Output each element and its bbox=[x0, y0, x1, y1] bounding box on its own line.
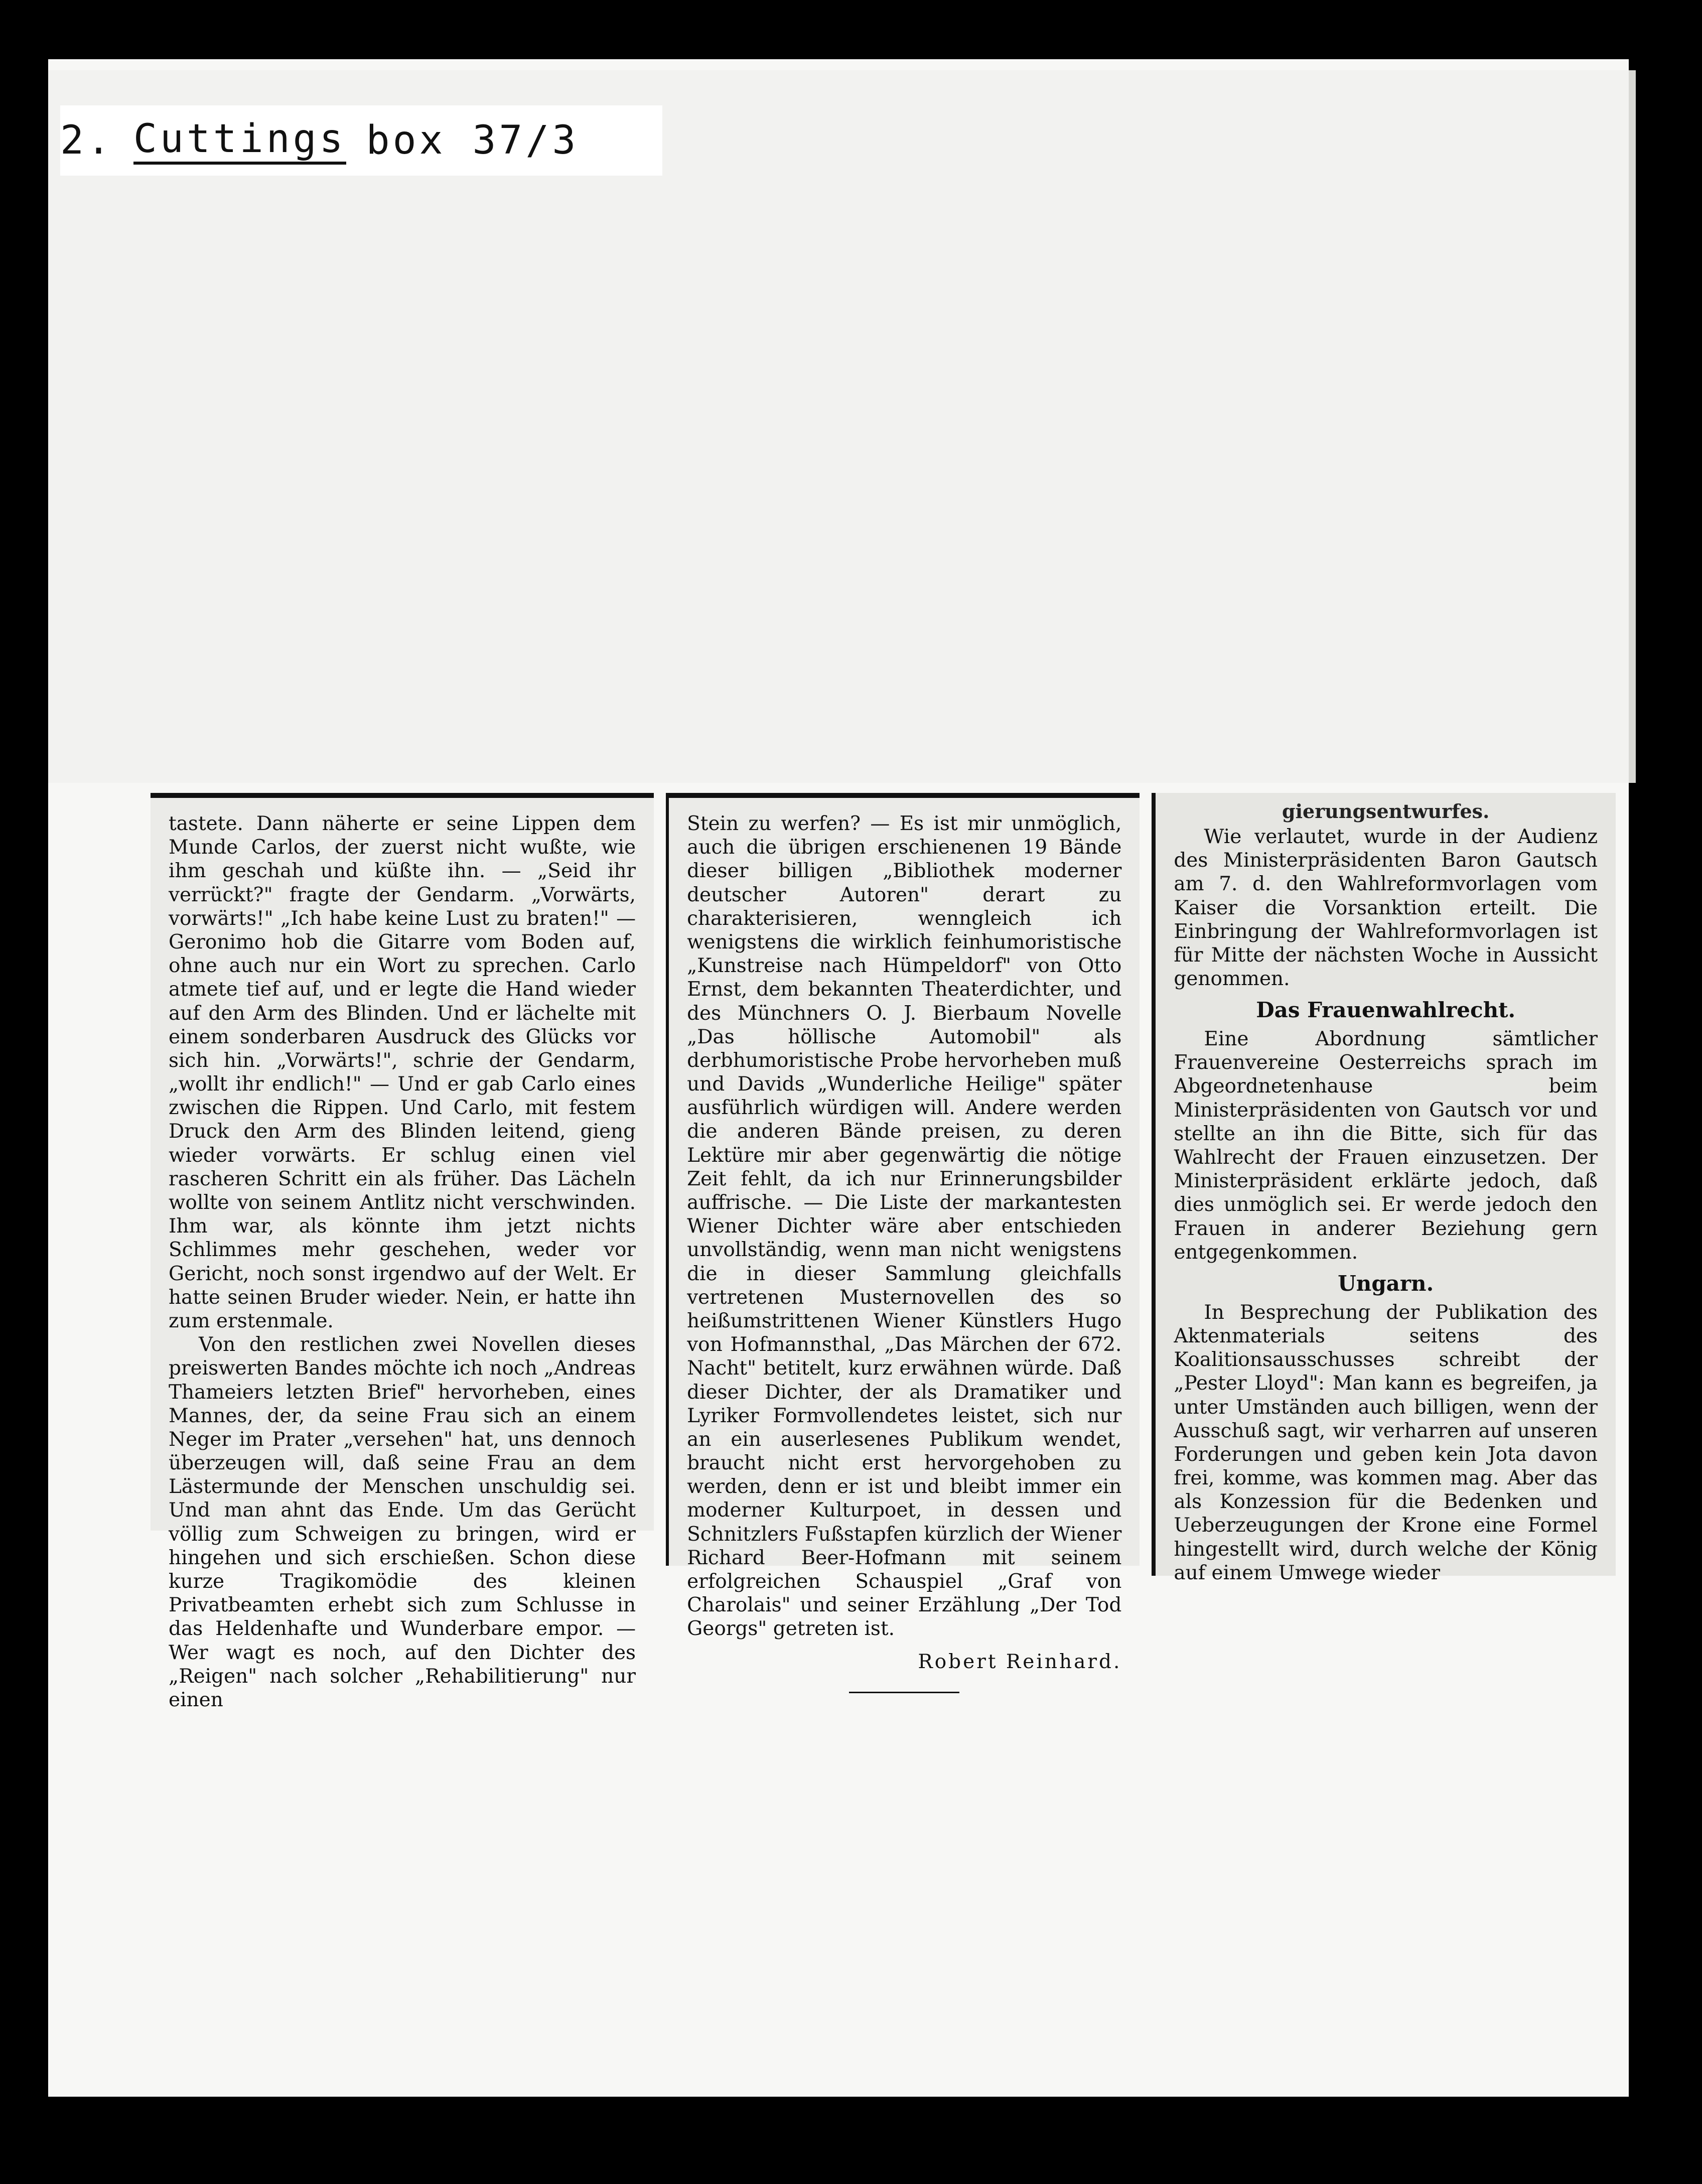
heading-fragment: gierungsentwurfes. bbox=[1282, 800, 1490, 823]
clipping-column-2 bbox=[666, 793, 1140, 1673]
section-heading: Das Frauenwahlrecht. bbox=[1256, 998, 1516, 1023]
label-number: 2. bbox=[60, 118, 113, 163]
author-signature: Robert Reinhard. bbox=[918, 1650, 1122, 1673]
divider-rule bbox=[849, 1692, 959, 1693]
column3-paragraph: In Besprechung der Publikation des Aktenmaterials seitens des Koalitionsausschusses schreibt der „Pester Lloyd": Man kann es begreifen, ja unter Umständen auch billigen, wenn der Ausschuß sagt, wir verharren auf unseren Forderungen und geben kein Jota davon frei, komme, was kommen mag. Aber das als Konzession für die Bedenken und Ueberzeugungen der Krone eine Formel hingestellt wird, durch welche der König auf einem Umwege wieder bbox=[1174, 1301, 1598, 1584]
section-heading: Ungarn. bbox=[1338, 1271, 1434, 1296]
clipping-column-1 bbox=[151, 793, 654, 1711]
label-title: Cuttings bbox=[133, 116, 346, 165]
archive-label bbox=[60, 105, 662, 176]
column2-paragraph: Stein zu werfen? — Es ist mir unmöglich, auch die übrigen erschienenen 19 Bände dieser billigen „Bibliothek moderner deutscher Autoren" derart zu charakterisieren, wenngleich ich wenigstens die wirklich feinhumoristische „Kunstreise nach Hümpeldorf" von Otto Ernst, dem bekannten Theaterdichter, und des Münchners O. J. Bierbaum Novelle „Das höllische Automobil" als derbhumoristische Probe hervorheben muß und Davids „Wunderliche Heilige" später ausführlich würdigen will. Andere werden die anderen Bände preisen, zu deren Lektüre mir aber gegenwärtig die nötige Zeit fehlt, da ich nur Erinnerungsbilder auffrische. — Die Liste der markantesten Wiener Dichter wäre aber entschieden unvollständig, wenn man nicht wenigstens die in dieser Sammlung gleichfalls vertretenen Musternovellen des so heißumstrittenen Wiener Künstlers Hugo von Hofmannsthal, „Das Märchen der 672. Nacht" betitelt, kurz erwähnen würde. Daß dieser Dichter, der als Dramatiker und Lyriker Formvollendetes leistet, sich nur an ein auserlesenes Publikum wendet, braucht nicht erst hervorgehoben zu werden, denn er ist und bleibt immer ein moderner Kulturpoet, in dessen und Schnitzlers Fußstapfen kürzlich der Wiener Richard Beer-Hofmann mit seinem erfolgreichen Schauspiel „Graf von Charolais" und seiner Erzählung „Der Tod Georgs" getreten ist. bbox=[687, 812, 1122, 1641]
column1-paragraph: Von den restlichen zwei Novellen dieses preiswerten Bandes möchte ich noch „Andreas Thameiers letzten Brief" hervorheben, eines Mannes, der, da seine Frau sich an einem Neger im Prater „versehen" hat, uns dennoch überzeugen will, daß seine Frau an dem Lästermunde der Menschen unschuldig sei. Und man ahnt das Ende. Um das Gerücht völlig zum Schweigen zu bringen, wird er hingehen und sich erschießen. Schon diese kurze Tragikomödie des kleinen Privatbeamten erhebt sich zum Schlusse in das Heldenhafte und Wunderbare empor. — Wer wagt es noch, auf den Dichter des „Reigen" nach solcher „Rehabilitierung" nur einen bbox=[169, 1333, 636, 1711]
newspaper-clipping bbox=[151, 793, 1616, 1711]
folded-back-sheet bbox=[48, 70, 1636, 783]
column3-paragraph: Wie verlautet, wurde in der Audienz des Ministerpräsidenten Baron Gautsch am 7. d. den Wahlreformvorlagen vom Kaiser die Vorsanktion erteilt. Die Einbringung der Wahlreformvorlagen ist für Mitte der nächsten Woche in Aussicht genommen. bbox=[1174, 825, 1598, 991]
column3-paragraph: Eine Abordnung sämtlicher Frauenvereine Oesterreichs sprach im Abgeordnetenhause beim Ministerpräsidenten von Gautsch vor und stellte an ihn die Bitte, sich für das Wahlrecht der Frauen einzusetzen. Der Ministerpräsident erklärte jedoch, daß dies unmöglich sei. Er werde jedoch den Frauen in anderer Beziehung gern entgegenkommen. bbox=[1174, 1028, 1598, 1264]
column1-paragraph: tastete. Dann näherte er seine Lippen dem Munde Carlos, der zuerst nicht wußte, wie ihm geschah und küßte ihn. — „Seid ihr verrückt?" fragte der Gendarm. „Vorwärts, vorwärts!" „Ich habe keine Lust zu braten!" — Geronimo hob die Gitarre vom Boden auf, ohne auch nur ein Wort zu sprechen. Carlo atmete tief auf, und er legte die Hand wieder auf den Arm des Blinden. Und er lächelte mit einem sonderbaren Ausdruck des Glücks vor sich hin. „Vorwärts!", schrie der Gendarm, „wollt ihr endlich!" — Und er gab Carlo eines zwischen die Rippen. Und Carlo, mit festem Druck den Arm des Blinden leitend, gieng wieder vorwärts. Er schlug einen viel rascheren Schritt ein als früher. Das Lächeln wollte von seinem Antlitz nicht verschwinden. Ihm war, als könnte ihm jetzt nichts Schlimmes mehr geschehen, weder vor Gericht, noch sonst irgendwo auf der Welt. Er hatte seinen Bruder wieder. Nein, er hatte ihn zum erstenmale. bbox=[169, 812, 636, 1332]
clipping-column-3 bbox=[1152, 793, 1616, 1584]
label-box: box 37/3 bbox=[366, 118, 579, 163]
